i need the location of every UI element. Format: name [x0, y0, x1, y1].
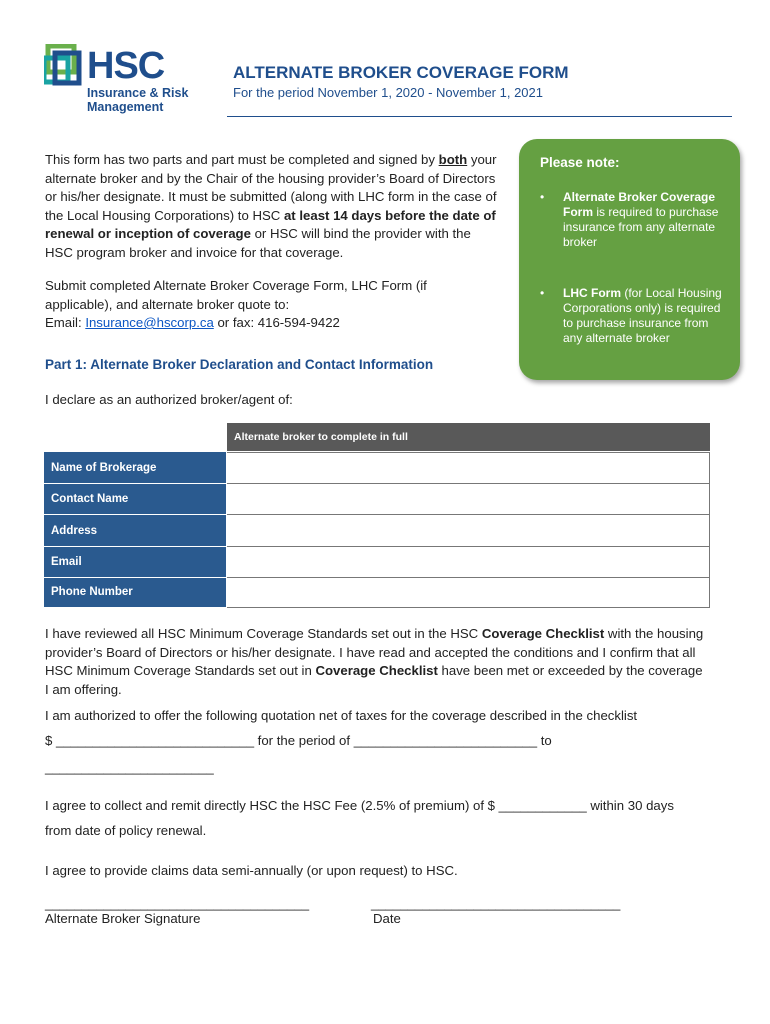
submit-paragraph	[45, 277, 485, 333]
signature-label: Alternate Broker Signature	[45, 911, 201, 926]
title-divider	[227, 116, 732, 117]
submit-instructions: Submit completed Alternate Broker Coverage Form, LHC Form (if applicable), and alternate broker quote to:	[45, 278, 427, 312]
hsc-logo	[44, 44, 224, 120]
coverage-standards-paragraph: I have reviewed all HSC Minimum Coverage Standards set out in the HSC Coverage Checklist with the housing provider’s Board of Directors or his/her designate. I have read and accepted the conditions and I confirm that all HSC Minimum Coverage Standards set out in Coverage Checklist have been met or exceeded by the coverage I am offering.	[45, 626, 704, 697]
row-label-brokerage: Name of Brokerage	[44, 452, 226, 484]
note-item1-bold: Alternate Broker Coverage Form	[563, 190, 716, 219]
bullet-icon: •	[540, 286, 545, 300]
row-label-phone: Phone Number	[44, 578, 226, 608]
table-header	[227, 423, 710, 451]
intro-paragraph	[45, 151, 500, 262]
note-item2-bold: LHC Form	[563, 286, 621, 300]
intro-text-2: your alternate broker and by the Chair of the housing provider’s Board of Directors or his/her designate. It must be submitted (along with LHC form in the case of the Local Housing Corporations) to HSC	[45, 152, 497, 223]
row-label-address: Address	[44, 515, 226, 547]
row-label-email: Email	[44, 547, 226, 578]
signature-line[interactable]: ____________________________________	[45, 896, 310, 911]
intro-deadline: at least 14 days before the date of renewal or inception of coverage	[45, 207, 496, 241]
logo-subtitle-line2: Management	[87, 100, 164, 114]
phone-number-field[interactable]	[227, 578, 710, 608]
logo-name: HSC	[87, 45, 165, 87]
email-prefix: Email:	[45, 315, 86, 330]
claims-data-statement: I agree to provide claims data semi-annually (or upon request) to HSC.	[45, 863, 458, 878]
email-link[interactable]: Insurance@hscorp.ca	[85, 315, 214, 330]
intro-text-1: This form has two parts and part must be completed and signed by	[45, 152, 439, 167]
note-item-lhc-form	[563, 286, 728, 346]
declare-text: I declare as an authorized broker/agent of:	[45, 392, 293, 407]
hsc-fee-statement-cont: from date of policy renewal.	[45, 823, 207, 838]
date-label: Date	[373, 911, 401, 926]
contact-name-field[interactable]	[227, 484, 710, 515]
part1-heading: Part 1: Alternate Broker Declaration and Contact Information	[45, 357, 434, 372]
bullet-icon: •	[540, 190, 545, 204]
date-line[interactable]: __________________________________	[371, 896, 621, 911]
note-title: Please note:	[540, 155, 620, 170]
brokerage-name-field[interactable]	[227, 452, 710, 484]
hsc-fee-statement[interactable]: I agree to collect and remit directly HSC the HSC Fee (2.5% of premium) of $ ____________ within 30 days	[45, 798, 674, 813]
intro-both: both	[438, 152, 468, 167]
fax-text: or fax: 416-594-9422	[213, 315, 340, 330]
logo-subtitle-line1: Insurance & Risk	[87, 86, 189, 100]
email-field[interactable]	[227, 547, 710, 578]
note-item2-text: (for Local Housing Corporations only) is required to purchase insurance from any alternate broker	[563, 286, 722, 345]
intro-text-3: or HSC will bind the provider with the HSC program broker and invoice for that coverage.	[45, 226, 471, 260]
row-label-contact-name: Contact Name	[44, 484, 226, 515]
please-note-box	[519, 139, 740, 380]
hsc-logo-mark-icon	[44, 44, 84, 88]
quotation-period-end-line[interactable]: _______________________	[45, 760, 214, 775]
table-header-label: Alternate broker to complete in full	[234, 431, 408, 443]
form-title: ALTERNATE BROKER COVERAGE FORM	[233, 63, 569, 82]
address-field[interactable]	[227, 515, 710, 547]
note-item-broker-form	[563, 190, 728, 250]
quotation-statement: I am authorized to offer the following quotation net of taxes for the coverage described in the checklist	[45, 708, 638, 723]
form-period: For the period November 1, 2020 - November 1, 2021	[233, 85, 544, 100]
quotation-amount-line[interactable]: $ ___________________________ for the period of _________________________ to	[45, 733, 552, 748]
note-item1-text: is required to purchase insurance from any alternate broker	[563, 205, 719, 249]
